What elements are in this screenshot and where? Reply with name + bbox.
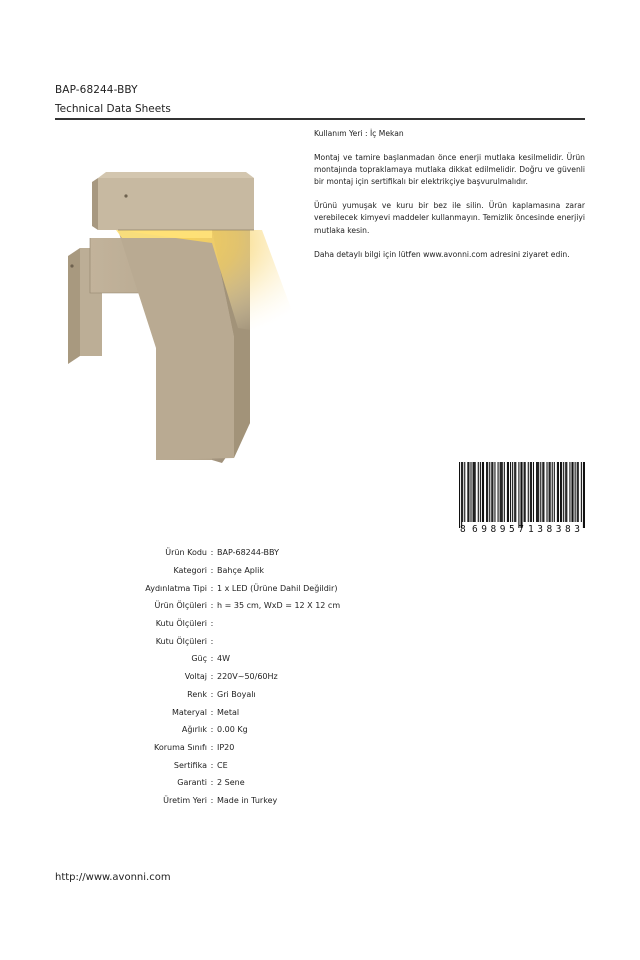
spec-row: [100, 721, 400, 739]
spec-separator: :: [210, 619, 214, 629]
spec-row: [100, 615, 400, 633]
spec-separator: :: [210, 760, 214, 770]
spec-label: Kutu Ölçüleri: [155, 619, 207, 629]
barcode-bar: [573, 462, 574, 522]
barcode-bar: [515, 462, 516, 522]
spec-value: Made in Turkey: [217, 795, 278, 805]
barcode-bar: [478, 462, 479, 522]
spec-label: Ürün Ölçüleri: [154, 601, 207, 611]
spec-row: [100, 703, 400, 721]
barcode-bar: [459, 462, 460, 528]
spec-row: [100, 632, 400, 650]
barcode-bar: [543, 462, 544, 522]
barcode-bar: [536, 462, 537, 522]
spec-row: [100, 774, 400, 792]
barcode-bar: [482, 462, 483, 522]
barcode-bar: [571, 462, 572, 522]
barcode-bar: [538, 462, 539, 522]
barcode-bar: [525, 462, 526, 522]
spec-label: Güç: [191, 654, 207, 664]
wall-light-illustration: [62, 168, 312, 473]
spec-value: 2 Sene: [217, 778, 245, 788]
notes-block: [314, 128, 585, 273]
barcode-bar: [473, 462, 474, 522]
barcode-bar: [498, 462, 499, 522]
spec-row: [100, 668, 400, 686]
barcode-bar: [546, 462, 547, 522]
barcode-bar: [520, 462, 521, 528]
barcode-bar: [470, 462, 471, 522]
barcode-bar: [510, 462, 511, 522]
top-cap-front: [98, 178, 254, 230]
barcode-bar: [530, 462, 531, 522]
footer-website-link[interactable]: http://www.avonni.com: [55, 872, 171, 883]
barcode-bar: [468, 462, 469, 522]
barcode-bar: [524, 462, 525, 522]
usage-location: Kullanım Yeri : İç Mekan: [314, 129, 404, 138]
barcode-bar: [581, 462, 582, 522]
spec-separator: :: [210, 707, 214, 717]
barcode-bar: [467, 462, 468, 522]
installation-warning: Montaj ve tamire başlanmadan önce enerji mutlaka kesilmelidir. Ürün montajında topraklamaya mutlaka dikkat edilmelidir. Doğru ve güvenli bir montaj için sertifikalı bir elektrikçiye başvurulmalıdır.: [314, 153, 585, 187]
barcode-bar: [540, 462, 541, 522]
website-info: Daha detaylı bilgi için lütfen www.avonni.com adresini ziyaret edin.: [314, 249, 570, 259]
spec-value: 4W: [217, 654, 230, 664]
barcode-bar: [518, 462, 519, 528]
spec-separator: :: [210, 778, 214, 788]
barcode-bar: [502, 462, 503, 522]
spec-row: [100, 597, 400, 615]
spec-label: Sertifika: [173, 760, 207, 770]
barcode-bar: [537, 462, 538, 522]
barcode-bar: [569, 462, 570, 522]
barcode-bar: [575, 462, 576, 522]
barcode-bar: [554, 462, 555, 522]
spec-row: [100, 792, 400, 810]
barcode: [459, 462, 585, 534]
barcode-bar: [566, 462, 567, 522]
spec-separator: :: [210, 654, 214, 664]
barcode-bar: [560, 462, 561, 522]
spec-row: [100, 650, 400, 668]
spec-separator: :: [210, 601, 214, 611]
body-angled-face: [118, 230, 234, 460]
spec-table: [100, 544, 400, 809]
barcode-group-1: 698957: [472, 524, 524, 534]
header-divider: [55, 118, 585, 120]
spec-label: Koruma Sınıfı: [154, 742, 207, 752]
barcode-bar: [561, 462, 562, 522]
product-code-heading: BAP-68244-BBY: [55, 84, 138, 96]
product-image: [62, 168, 312, 473]
barcode-bar: [487, 462, 488, 522]
barcode-bar: [508, 462, 509, 522]
barcode-bar: [512, 462, 513, 522]
barcode-bar: [549, 462, 550, 522]
spec-row: [100, 756, 400, 774]
spec-label: Materyal: [171, 707, 207, 717]
spec-separator: :: [210, 548, 214, 558]
spec-separator: :: [210, 566, 214, 576]
spec-row: [100, 544, 400, 562]
barcode-bar: [528, 462, 529, 522]
barcode-bar: [464, 462, 465, 522]
barcode-bar: [558, 462, 559, 522]
barcode-bar: [475, 462, 476, 522]
barcode-bar: [563, 462, 564, 522]
barcode-bar: [565, 462, 566, 522]
barcode-bar: [531, 462, 532, 522]
spec-label: Renk: [187, 689, 207, 699]
spec-value: CE: [217, 760, 228, 770]
barcode-bar: [480, 462, 481, 522]
barcode-bar: [504, 462, 505, 522]
spec-label: Ağırlık: [181, 725, 207, 735]
barcode-bar: [552, 462, 553, 522]
barcode-bar: [557, 462, 558, 522]
spec-value: 0.00 Kg: [217, 725, 248, 735]
spec-label: Voltaj: [184, 672, 207, 682]
spec-separator: :: [210, 672, 214, 682]
barcode-bar: [483, 462, 484, 522]
spec-value: 220V~50/60Hz: [217, 672, 278, 682]
spec-row: [100, 739, 400, 757]
spec-label: Kategori: [173, 566, 207, 576]
spec-value: BAP-68244-BBY: [217, 548, 279, 558]
spec-label: Ürün Kodu: [165, 548, 207, 558]
spec-separator: :: [210, 725, 214, 735]
spec-value: IP20: [217, 742, 235, 752]
spec-separator: :: [210, 795, 214, 805]
barcode-bar: [550, 462, 551, 522]
spec-value: Gri Boyalı: [217, 689, 256, 699]
barcode-bar: [494, 462, 495, 522]
spec-value: h = 35 cm, WxD = 12 X 12 cm: [217, 601, 341, 611]
spec-value: Bahçe Aplik: [217, 566, 264, 576]
spec-label: Garanti: [177, 778, 207, 788]
barcode-bar: [542, 462, 543, 522]
spec-row: [100, 686, 400, 704]
cleaning-instructions: Ürünü yumuşak ve kuru bir bez ile silin. Ürün kaplamasına zarar verebilecek kimyevi maddeler kullanmayın. Temizlik öncesinde enerjiyi mutlaka kesin.: [314, 201, 585, 235]
barcode-bar: [583, 462, 584, 528]
barcode-bar: [501, 462, 502, 522]
spec-value: 1 x LED (Ürüne Dahil Değildir): [217, 583, 338, 593]
barcode-bar: [492, 462, 493, 522]
barcode-bar: [491, 462, 492, 522]
barcode-bar: [514, 462, 515, 522]
barcode-bar: [507, 462, 508, 522]
barcode-first-digit: 8: [460, 524, 466, 534]
wall-plate-side: [68, 248, 80, 364]
spec-row: [100, 579, 400, 597]
barcode-bar: [461, 462, 462, 528]
spec-label: Kutu Ölçüleri: [155, 636, 207, 646]
barcode-bar: [462, 462, 463, 522]
spec-separator: :: [210, 636, 214, 646]
barcode-group-2: 138383: [528, 524, 580, 534]
barcode-bar: [584, 462, 585, 528]
spec-value: Metal: [217, 707, 240, 717]
barcode-graphic: [459, 462, 585, 534]
spec-label: Üretim Yeri: [163, 795, 207, 805]
barcode-bar: [474, 462, 475, 522]
barcode-bar: [521, 462, 522, 528]
barcode-bar: [578, 462, 579, 522]
barcode-bar: [486, 462, 487, 522]
spec-separator: :: [210, 583, 214, 593]
spec-row: [100, 562, 400, 580]
spec-separator: :: [210, 689, 214, 699]
barcode-bar: [533, 462, 534, 522]
spec-label: Aydınlatma Tipi: [145, 583, 207, 593]
barcode-bar: [500, 462, 501, 522]
spec-separator: :: [210, 742, 214, 752]
top-cap-top: [98, 172, 254, 178]
document-subtitle: Technical Data Sheets: [55, 103, 171, 115]
barcode-bar: [489, 462, 490, 522]
barcode-bar: [577, 462, 578, 522]
